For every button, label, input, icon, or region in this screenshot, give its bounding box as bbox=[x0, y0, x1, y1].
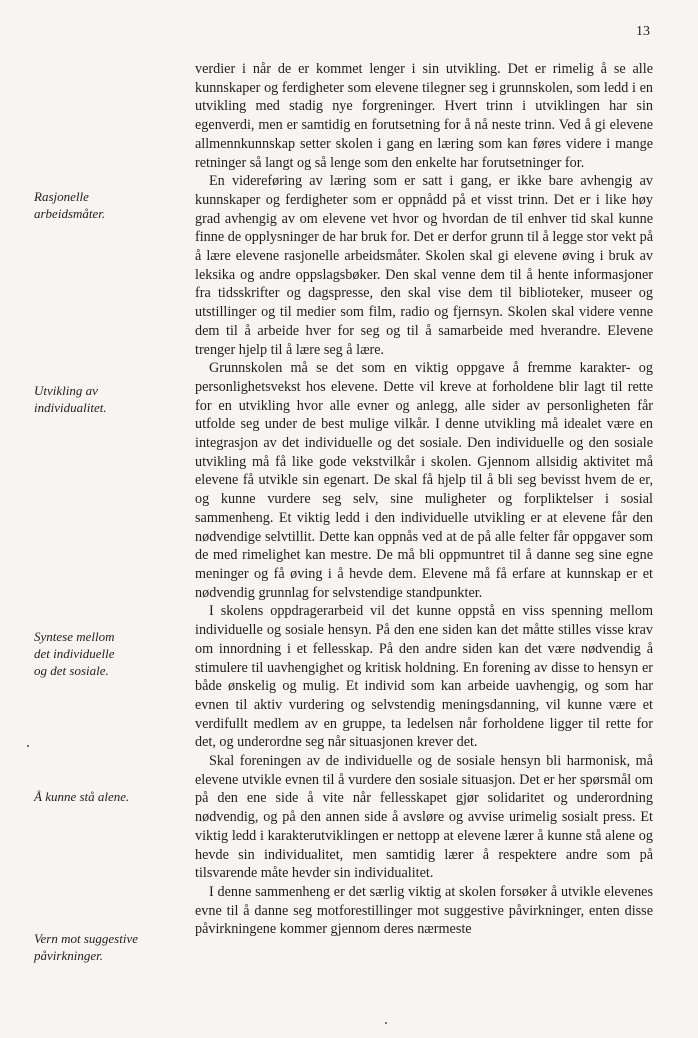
paragraph: verdier i når de er kommet lenger i sin utvikling. Det er rimelig å se alle kunnskaper og ferdigheter som elevene tilegner seg i grunnskolen, som ledd i en utvikling med stadig nye forgreninger. Hvert trinn i utviklingen har sin egenverdi, men er samtidig en forutsetning for å nå neste trinn. Ved å gi elevene allmennkunnskap setter skolen i gang en læring som kan føres videre i mange retninger så langt og så lenge som den enkelte har forutsetninger for. bbox=[195, 61, 653, 171]
body-text bbox=[195, 60, 653, 939]
paragraph: Skal foreningen av de individuelle og de sosiale hensyn bli harmonisk, må elevene utvikle evnen til å vurdere den sosiale situasjon. Det er her spørsmål om på den ene side å vite når fellesskapet gjør solidaritet og underordning nødvendig, og på den annen side å avsløre og avvise urimelig sosialt press. Et viktig ledd i karakterutviklingen er nettopp at elevene lærer å kunne stå alene og hevde sin individualitet, men samtidig lærer å respektere andre som på tilsvarende måte hevder sin individualitet. bbox=[195, 753, 653, 882]
margin-note-individuality: Utvikling av individualitet. bbox=[34, 383, 107, 415]
scan-speck bbox=[27, 745, 29, 747]
margin-note-synthesis: Syntese mellom det individuelle og det sosiale. bbox=[34, 629, 115, 678]
margin-note-rational-work-methods: Rasjonelle arbeidsmåter. bbox=[34, 189, 106, 221]
paragraph: En videreføring av læring som er satt i gang, er ikke bare avhengig av kunnskaper og ferdigheter som er oppnådd på et visst trinn. Det er i like høy grad avhengig av om elevene vet hvor og hvordan de til enhver tid skal kunne finne de opplysninger de har bruk for. Det er derfor grunn til å legge stor vekt på å lære elevene rasjonelle arbeidsmåter. Skolen skal gi elevene øving i bruk av leksika og andre oppslagsbøker. Den skal venne dem til å hente informasjoner fra tidsskrifter og dagspresse, den skal vise dem til biblioteker, museer og utstillinger og til medier som film, radio og fjernsyn. Skolen skal videre venne dem til å arbeide hver for seg og til å samarbeide med hverandre. Elevene trenger hjelp til å lære seg å lære. bbox=[195, 173, 653, 358]
paragraph: Grunnskolen må se det som en viktig oppgave å fremme karakter- og personlighetsvekst hos elevene. Dette vil kreve at forholdene blir lagt til rette for en utvikling hvor alle evner og anlegg, alle sider av personligheten får utfolde seg under de best mulige vilkår. I denne utvikling må idealet være en integrasjon av det individuelle og det sosiale. Den individuelle og den sosiale utvikling må få like gode vekstvilkår i skolen. Gjennom allsidig aktivitet må elevene få utvikle sin egenart. De skal få hjelp til å bli seg bevisst hvem de er, og kunne vurdere seg selv, sine muligheter og forpliktelser i sosial sammenheng. Et viktig ledd i den individuelle utvikling er at elevene får den nødvendige selvtillit. Dette kan oppnås ved at de på alle felter får oppgaver som de med rimelighet kan mestre. De må bli oppmuntret til å danne seg sine egne meninger og få øving i å hevde dem. Elevene må få erfare at kunnskap er et nødvendig grunnlag for selvstendige standpunkter. bbox=[195, 360, 653, 601]
margin-note-suggestive-influence: Vern mot suggestive påvirkninger. bbox=[34, 931, 138, 963]
paragraph: I skolens oppdragerarbeid vil det kunne oppstå en viss spenning mellom individuelle og sosiale hensyn. På den ene siden kan det måtte stilles visse krav om innordning i et fellesskap. På den andre siden kan det være nødvendig å stimulere til uavhengighet og kritisk holdning. En forening av disse to hensyn er både ønskelig og mulig. Et individ som kan arbeide uavhengig, og som har evnen til aktiv vurdering og selvstendig meningsdanning, vil kunne være et verdifullt medlem av en gruppe, ta ledelsen når forholdene ligger til rette for det, og underordne seg når situasjonen krever det. bbox=[195, 603, 653, 751]
paragraph: I denne sammenheng er det særlig viktig at skolen forsøker å utvikle elevenes evne til å danne seg motforestillinger mot suggestive påvirkninger, enten disse påvirkningene kommer gjennom deres nærmeste bbox=[195, 883, 653, 938]
page-number: 13 bbox=[636, 24, 650, 39]
margin-note-stand-alone: Å kunne stå alene. bbox=[34, 789, 130, 804]
scan-speck bbox=[385, 1022, 387, 1024]
